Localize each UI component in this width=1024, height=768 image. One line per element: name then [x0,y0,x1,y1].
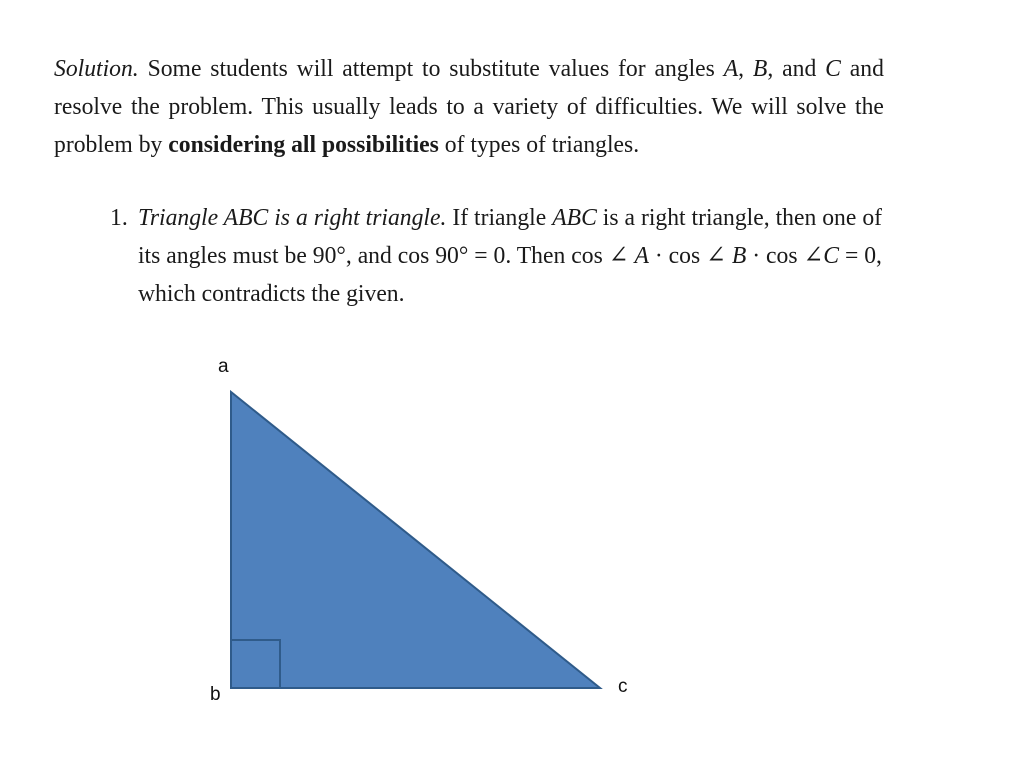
solution-text: , and [767,55,826,82]
list-item [110,199,882,313]
solution-text: and resolve the problem. This usually leads to a variety of difficulties. We will solve the problem by [54,55,884,158]
vertex-label-c: c [618,676,628,697]
emphasis-text: considering all possibilities [168,131,439,158]
variable-a: A [634,242,649,269]
variable-b: B [752,55,768,82]
solution-text: Some students will attempt to substitute values for angles [138,55,724,82]
right-triangle [231,392,600,688]
vertex-label-a: a [218,356,229,377]
solution-text: , [738,55,753,82]
variable-b: B [731,242,747,269]
variable-abc: ABC [552,204,597,231]
variable-c: C [825,55,841,82]
solution-paragraph [54,50,884,164]
solution-text: of types of triangles. [438,131,640,158]
list-item-number: 1. [110,204,128,231]
list-item-text: is a right triangle, then one of its angles must be 90°, and cos 90° = 0. Then cos ∠ [137,204,883,269]
list-item-heading: Triangle ABC is a right triangle. [137,204,447,231]
right-angle-marker [231,640,280,688]
list-item-text: If triangle [446,204,553,231]
list-item-text: · cos ∠ [746,242,824,269]
list-item-text: · cos ∠ [648,242,732,269]
variable-a: A [723,55,739,82]
solution-label: Solution. [54,55,139,82]
list-item-text: = 0, which contradicts the given. [137,242,882,307]
variable-c: C [823,242,840,269]
vertex-label-b: b [210,684,221,705]
list-item-body [138,199,882,313]
